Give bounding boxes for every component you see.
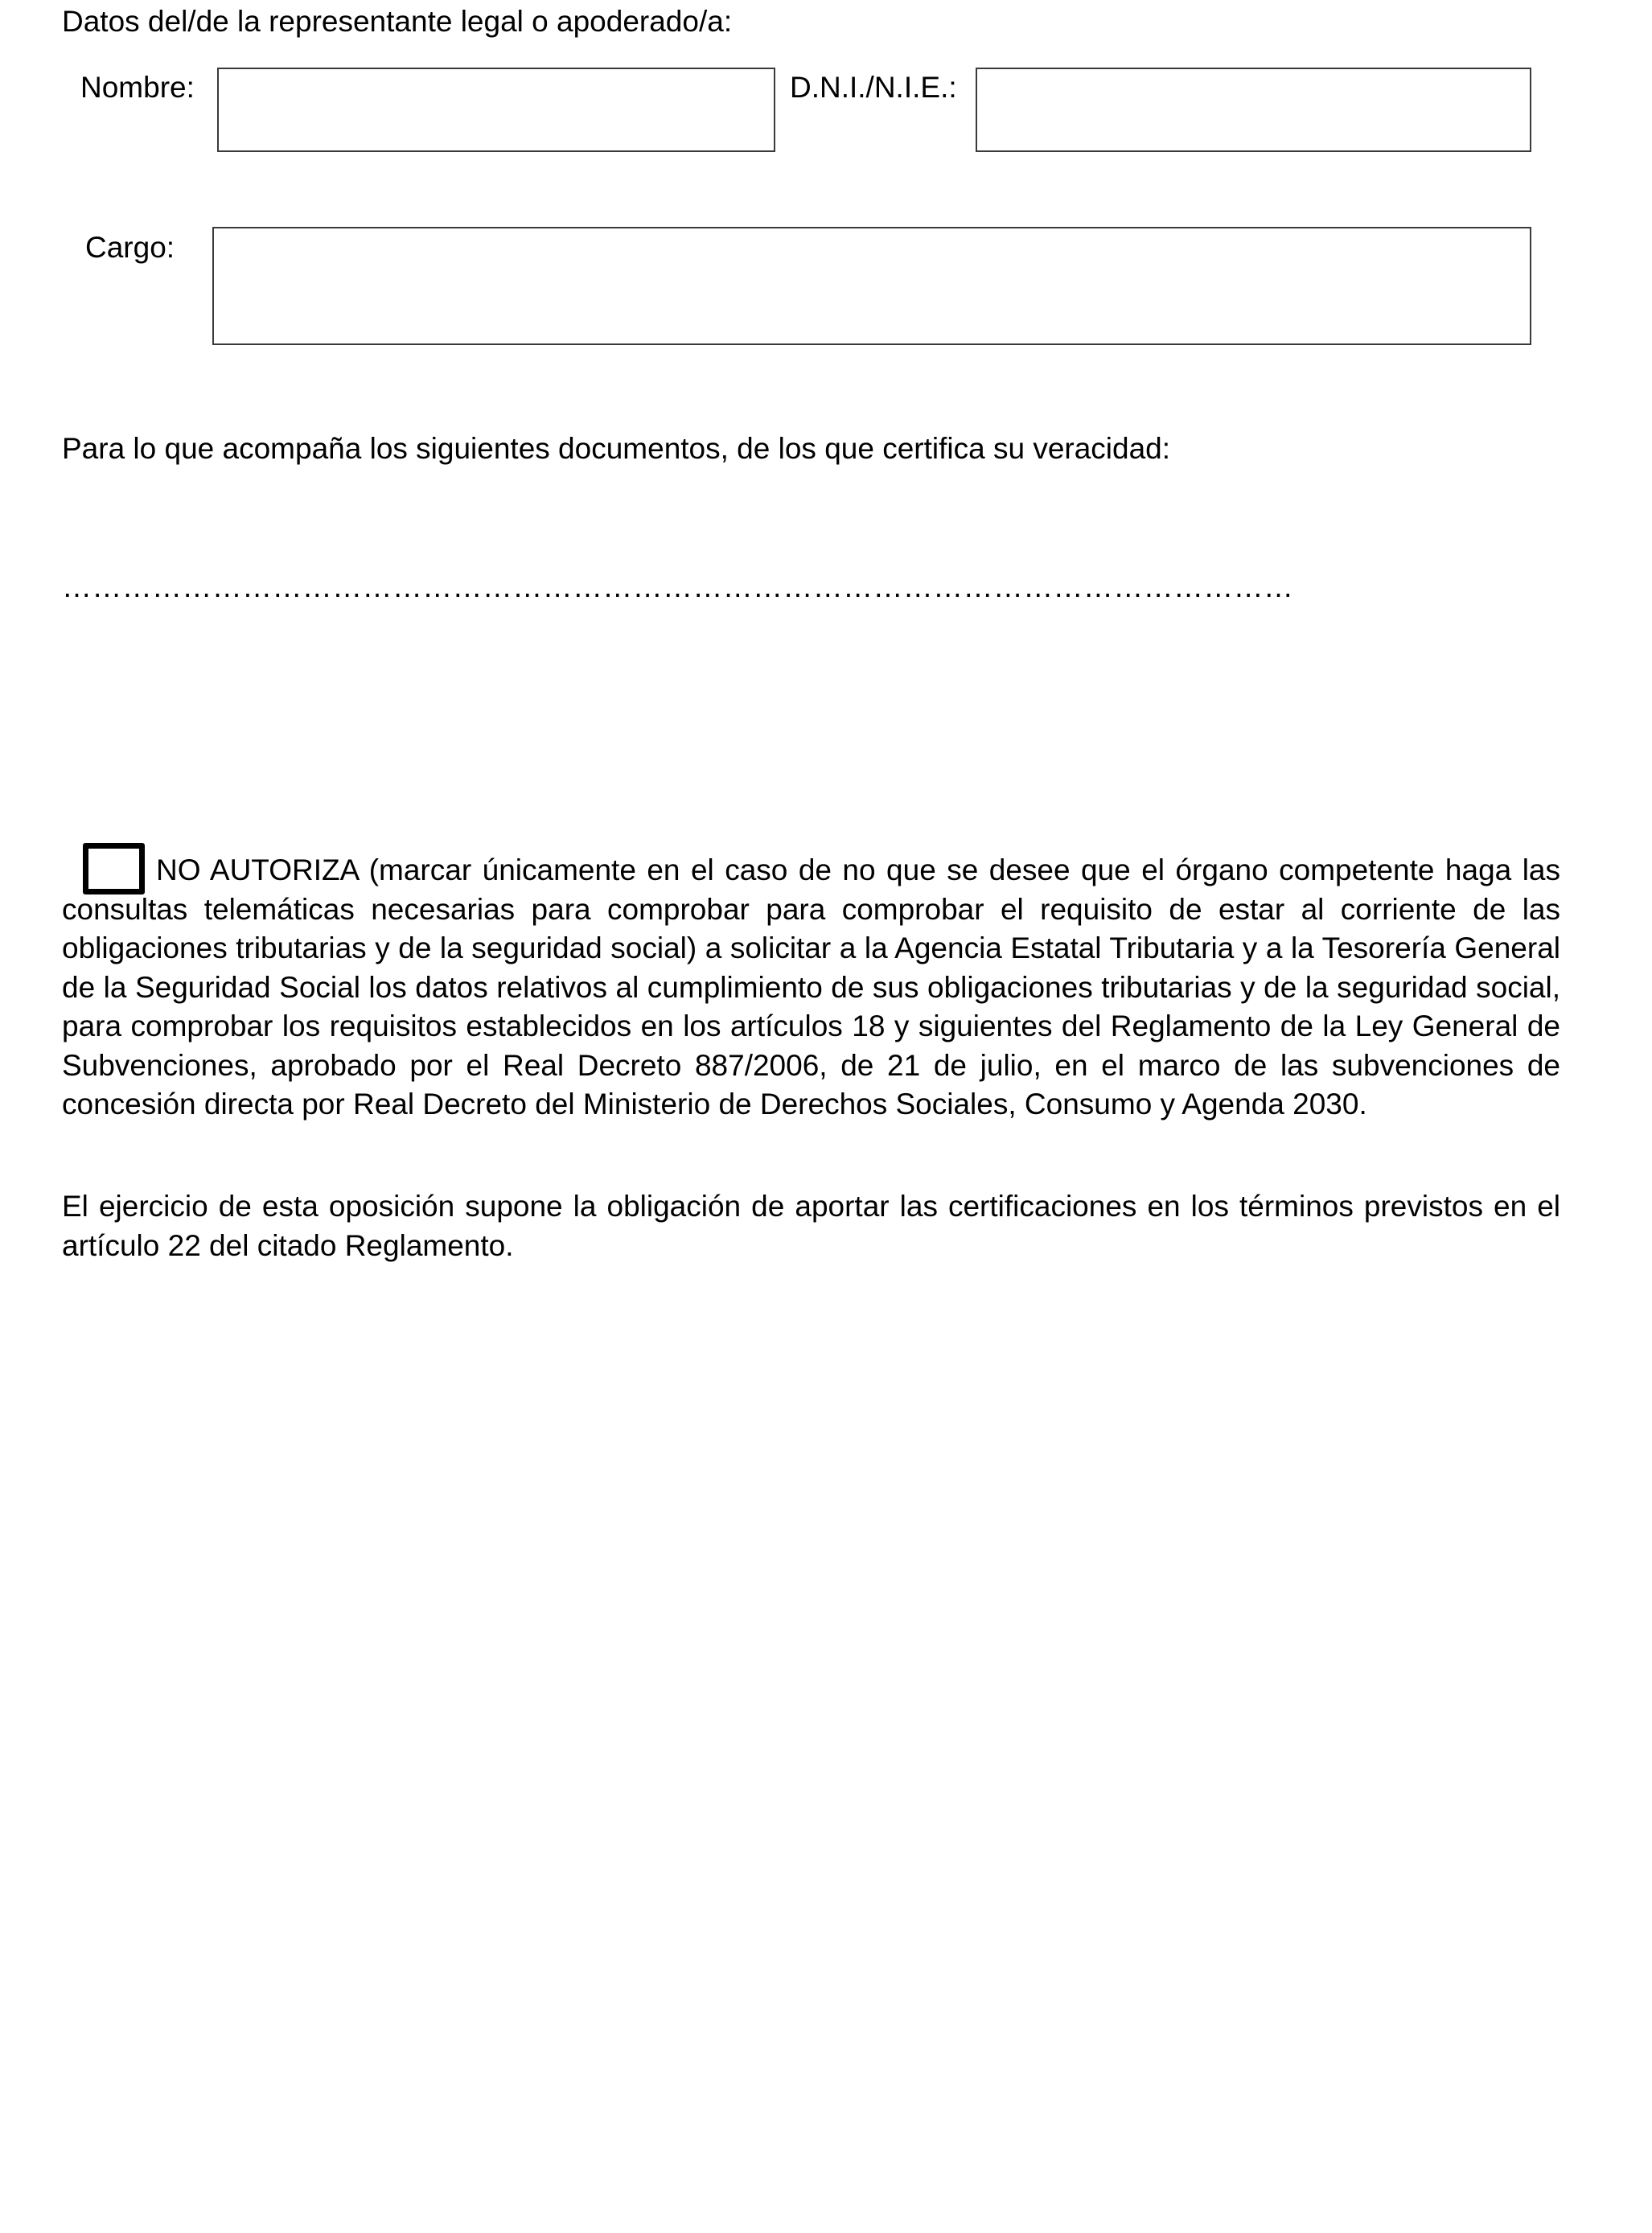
nombre-label: Nombre:: [80, 71, 195, 104]
documents-intro: Para lo que acompaña los siguientes documentos, de los que certifica su veracidad:: [62, 432, 1171, 465]
dni-field[interactable]: [976, 68, 1531, 152]
section-title: Datos del/de la representante legal o apoderado/a:: [62, 5, 733, 38]
nombre-field[interactable]: [217, 68, 775, 152]
authorization-paragraph: [62, 851, 1560, 1125]
cargo-label: Cargo:: [85, 231, 175, 264]
opposition-note: El ejercicio de esta oposición supone la obligación de aportar las certificaciones en los términos previstos en el artículo 22 del citado Reglamento.: [62, 1190, 1560, 1262]
authorization-text: NO AUTORIZA (marcar únicamente en el caso de no que se desee que el órgano competente haga las consultas telemáticas necesarias para comprobar para comprobar el requisito de estar al corriente de las obligaciones tributarias y de la seguridad social) a solicitar a la Agencia Estatal Tributaria y a la Tesorería General de la Seguridad Social los datos relativos al cumplimiento de sus obligaciones tributarias y de la seguridad social, para comprobar los requisitos establecidos en los artículos 18 y siguientes del Reglamento de la Ley General de Subvenciones, aprobado por el Real Decreto 887/2006, de 21 de julio, en el marco de las subvenciones de concesión directa por Real Decreto del Ministerio de Derechos Sociales, Consumo y Agenda 2030.: [62, 853, 1560, 1121]
documents-placeholder-line[interactable]: ……………………………………………………………………………………………………………: [62, 570, 1294, 603]
dni-label: D.N.I./N.I.E.:: [790, 71, 957, 104]
cargo-field[interactable]: [212, 227, 1531, 345]
